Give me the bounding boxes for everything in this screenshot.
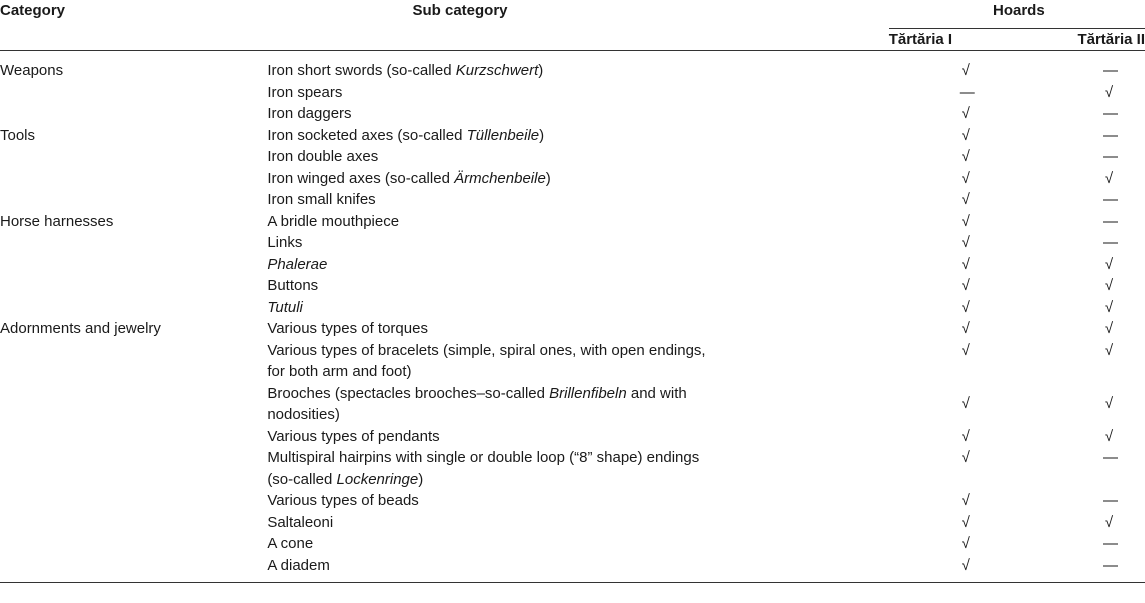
hoard1-cell [763, 232, 1049, 254]
present-mark: √ [961, 62, 970, 79]
sub-category-cell [267, 211, 762, 233]
hoard1-cell [763, 211, 1049, 233]
sub-category-text: Iron spears [267, 83, 343, 101]
sub-category-text: (so-called [267, 470, 337, 488]
present-mark: √ [1104, 513, 1114, 531]
hoard2-cell [1049, 533, 1145, 555]
present-mark: √ [961, 513, 970, 531]
header-row [0, 0, 1145, 29]
category-cell [0, 533, 267, 555]
present-mark: √ [961, 169, 970, 187]
sub-category-cell [267, 297, 762, 319]
category-cell [0, 189, 267, 211]
category-cell [0, 512, 267, 534]
sub-category-text: ) [418, 470, 424, 488]
table-row [0, 103, 1145, 125]
hoard1-cell [763, 82, 1049, 104]
hoard2-cell [1049, 555, 1145, 583]
absent-mark: — [1103, 62, 1118, 79]
hoard2-cell [1049, 82, 1145, 104]
hoard2-cell [1049, 490, 1145, 512]
present-mark: √ [961, 212, 970, 230]
hoard1-cell [763, 512, 1049, 534]
hoard2-cell [1049, 297, 1145, 319]
hoard1-cell [763, 383, 1049, 426]
hoard1-cell [763, 297, 1049, 319]
sub-category-header: Sub category [267, 0, 762, 51]
sub-category-cell [267, 254, 762, 276]
hoard1-cell [763, 490, 1049, 512]
sub-category-text: Various types of pendants [267, 427, 440, 445]
hoard2-cell [1049, 189, 1145, 211]
category-cell [0, 146, 267, 168]
table-row [0, 82, 1145, 104]
hoard2-cell [1049, 125, 1145, 147]
hoard1-cell [763, 533, 1049, 555]
present-mark: √ [1104, 341, 1114, 359]
hoard2-cell [1049, 512, 1145, 534]
hoard1-cell [763, 51, 1049, 82]
present-mark: √ [961, 105, 970, 122]
hoard1-cell [763, 254, 1049, 276]
sub-category-text: A cone [267, 535, 314, 552]
sub-category-text: for both arm and foot) [267, 363, 412, 380]
sub-category-italic-term: Phalerae [267, 255, 328, 273]
absent-mark: — [1103, 234, 1118, 251]
table-row [0, 555, 1145, 583]
sub-category-cell [267, 125, 762, 147]
category-cell [0, 555, 267, 583]
sub-category-cell [267, 232, 762, 254]
sub-category-cell [267, 82, 762, 104]
present-mark: √ [961, 298, 970, 316]
sub-category-text: Various types of beads [267, 492, 419, 509]
absent-mark: — [1103, 148, 1118, 165]
table-row [0, 146, 1145, 168]
hoard1-cell [763, 189, 1049, 211]
category-cell [0, 490, 267, 512]
sub-category-italic-term: Tüllenbeile [466, 126, 540, 144]
present-mark: √ [961, 234, 970, 251]
sub-category-text: Iron daggers [267, 105, 352, 122]
table-row [0, 533, 1145, 555]
hoard2-header: Tărtăria II [1049, 29, 1145, 51]
hoard1-cell [763, 426, 1049, 448]
sub-category-cell [267, 103, 762, 125]
category-cell [0, 82, 267, 104]
hoard1-cell [763, 318, 1049, 340]
hoard2-cell [1049, 318, 1145, 340]
present-mark: √ [1104, 320, 1114, 337]
present-mark: √ [961, 255, 970, 273]
sub-category-text: ) [545, 169, 551, 187]
hoard2-cell [1049, 254, 1145, 276]
hoard2-cell [1049, 340, 1145, 383]
hoard1-cell [763, 146, 1049, 168]
hoards-header: Hoards [993, 2, 1045, 19]
sub-category-cell [267, 168, 762, 190]
hoard1-cell [763, 168, 1049, 190]
present-mark: √ [961, 148, 970, 165]
hoard1-cell [763, 103, 1049, 125]
absent-mark: — [1103, 492, 1118, 509]
sub-category-cell [267, 555, 762, 583]
sub-category-text: A bridle mouthpiece [267, 212, 400, 230]
category-cell [0, 275, 267, 297]
sub-category-cell [267, 275, 762, 297]
absent-mark: — [1103, 126, 1118, 144]
hoard2-cell [1049, 232, 1145, 254]
present-mark: √ [1104, 83, 1114, 101]
present-mark: √ [961, 427, 970, 445]
category-cell [0, 447, 267, 490]
table-row [0, 447, 1145, 490]
absent-mark: — [1103, 191, 1118, 208]
sub-category-italic-term: Kurzschwert [455, 62, 539, 79]
hoard2-cell [1049, 426, 1145, 448]
sub-category-text: and with [626, 384, 687, 402]
sub-category-text: Iron winged axes (so-called [267, 169, 455, 187]
sub-category-cell [267, 447, 762, 490]
hoard1-header: Tărtăria I [888, 30, 953, 48]
table-row [0, 168, 1145, 190]
hoard2-cell [1049, 383, 1145, 426]
table-row [0, 490, 1145, 512]
sub-category-italic-term: Brillenfibeln [549, 384, 627, 402]
category-cell [0, 426, 267, 448]
sub-category-text: Iron small knifes [267, 191, 376, 208]
present-mark: √ [961, 191, 970, 208]
sub-category-cell [267, 490, 762, 512]
sub-category-text: Iron double axes [267, 148, 379, 165]
hoard2-cell [1049, 146, 1145, 168]
sub-category-text: Brooches (spectacles brooches–so-called [267, 384, 550, 402]
category-cell [0, 232, 267, 254]
sub-category-cell [267, 51, 762, 82]
hoard1-cell [763, 275, 1049, 297]
absent-mark: — [1103, 449, 1118, 466]
present-mark: √ [961, 556, 970, 574]
present-mark: √ [961, 126, 970, 144]
hoard2-cell [1049, 447, 1145, 490]
absent-mark: — [1103, 105, 1118, 122]
hoard2-cell [1049, 51, 1145, 82]
hoard2-cell [1049, 211, 1145, 233]
category-cell: Adornments and jewelry [0, 320, 161, 337]
present-mark: √ [961, 449, 970, 466]
sub-category-cell [267, 512, 762, 534]
category-cell [0, 103, 267, 125]
sub-category-italic-term: Ärmchenbeile [454, 169, 546, 187]
table-row [0, 254, 1145, 276]
sub-category-text: Iron short swords (so-called [267, 62, 456, 79]
category-cell [0, 383, 267, 426]
absent-mark: — [1103, 212, 1118, 230]
category-cell: Weapons [0, 62, 64, 79]
table-row [0, 340, 1145, 383]
sub-category-cell [267, 146, 762, 168]
table-row [0, 189, 1145, 211]
table-row [0, 383, 1145, 426]
table-row [0, 275, 1145, 297]
present-mark: √ [1104, 298, 1114, 316]
present-mark: √ [1104, 395, 1114, 413]
hoard1-cell [763, 555, 1049, 583]
sub-category-cell [267, 383, 762, 426]
table-row [0, 297, 1145, 319]
sub-category-cell [267, 318, 762, 340]
sub-category-cell [267, 189, 762, 211]
sub-category-italic-term: Lockenringe [336, 470, 419, 488]
sub-category-text: Various types of torques [267, 320, 428, 337]
present-mark: √ [961, 277, 970, 294]
present-mark: √ [1104, 169, 1114, 187]
table-row [0, 51, 1145, 82]
category-cell [0, 340, 267, 383]
sub-category-text: Iron socketed axes (so-called [267, 126, 467, 144]
table-row [0, 318, 1145, 340]
sub-category-text: Links [267, 234, 303, 251]
category-cell [0, 297, 267, 319]
category-cell: Horse harnesses [0, 212, 114, 230]
table-body [0, 51, 1145, 583]
sub-category-italic-term: Tutuli [267, 298, 303, 316]
hoard1-cell [763, 340, 1049, 383]
sub-category-text: ) [538, 62, 544, 79]
present-mark: √ [1104, 427, 1114, 445]
absent-mark: — [1103, 556, 1118, 574]
sub-category-cell [267, 340, 762, 383]
sub-category-text: Multispiral hairpins with single or double loop (“8” shape) endings [267, 449, 700, 466]
hoards-group-header [889, 0, 1145, 29]
hoard1-cell [763, 125, 1049, 147]
present-mark: √ [961, 341, 970, 359]
sub-category-text: Buttons [267, 277, 319, 294]
hoard2-cell [1049, 168, 1145, 190]
absent-mark: — [1103, 535, 1118, 552]
sub-category-text: nodosities) [267, 406, 340, 423]
present-mark: √ [961, 535, 970, 552]
present-mark: √ [1104, 255, 1114, 273]
category-cell [0, 254, 267, 276]
table-row [0, 512, 1145, 534]
hoard2-cell [1049, 103, 1145, 125]
sub-category-text: Saltaleoni [267, 513, 334, 531]
hoard1-cell [763, 447, 1049, 490]
hoard1-header-cell [763, 29, 1049, 51]
table-row [0, 426, 1145, 448]
table-row [0, 232, 1145, 254]
category-cell: Tools [0, 126, 36, 144]
sub-category-cell [267, 533, 762, 555]
present-mark: √ [961, 320, 970, 337]
present-mark: √ [961, 492, 970, 509]
table-row [0, 125, 1145, 147]
category-header: Category [0, 0, 267, 51]
present-mark: √ [961, 395, 970, 413]
hoards-header-cell [763, 0, 1145, 29]
category-cell [0, 168, 267, 190]
table-row [0, 211, 1145, 233]
sub-category-text: Various types of bracelets (simple, spiral ones, with open endings, [267, 341, 706, 359]
hoard2-cell [1049, 275, 1145, 297]
absent-mark: — [959, 83, 975, 101]
present-mark: √ [1104, 277, 1114, 294]
sub-category-cell [267, 426, 762, 448]
sub-category-text: ) [539, 126, 545, 144]
sub-category-text: A diadem [267, 556, 330, 574]
